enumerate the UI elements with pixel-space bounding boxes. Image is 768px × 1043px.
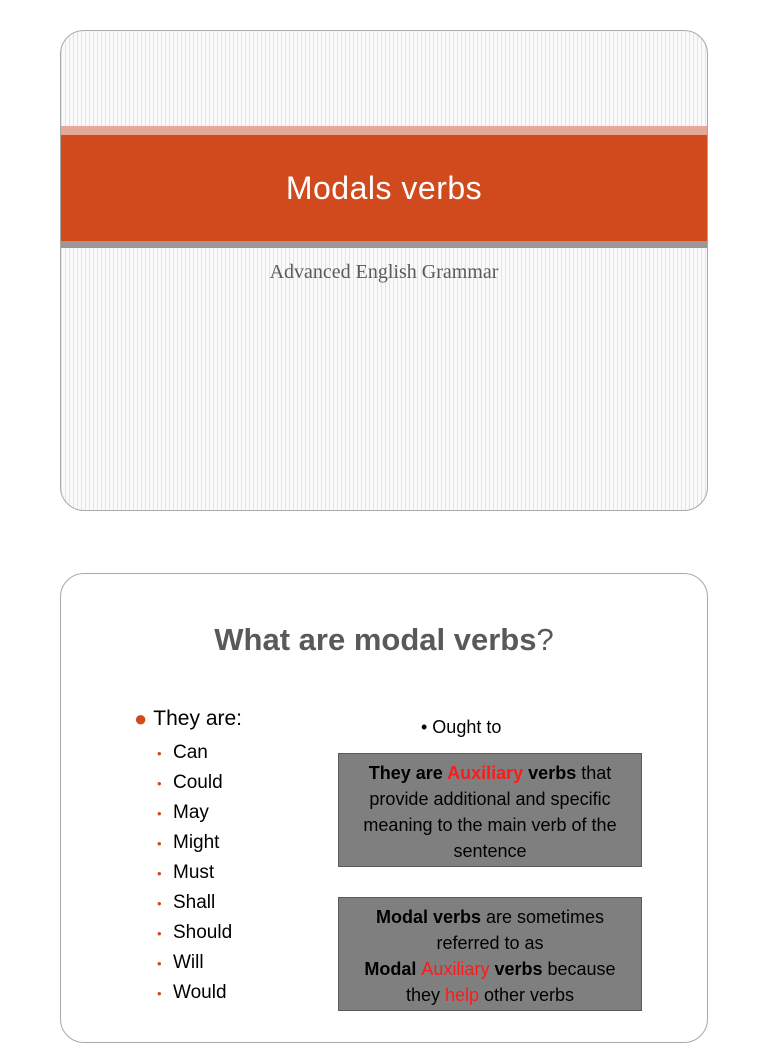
- slide-title: Modals verbs: [285, 169, 483, 206]
- modal-label: May: [173, 802, 209, 823]
- sub-bullet-icon: •: [157, 895, 162, 911]
- modal-label: Can: [173, 742, 208, 763]
- modal-label: Must: [173, 862, 215, 883]
- modal-list-item: [157, 888, 232, 918]
- ought-to-item: • Ought to: [421, 717, 502, 737]
- box1-auxiliary: Auxiliary: [447, 763, 524, 783]
- modal-list-item: [157, 798, 232, 828]
- modal-list: [157, 738, 232, 1008]
- heading-bold: What are modal verbs: [214, 622, 537, 657]
- modal-label: Would: [173, 982, 227, 1003]
- sub-bullet-icon: •: [157, 925, 162, 941]
- box2-verbs: verbs: [489, 959, 543, 979]
- main-bullet-label: They are:: [153, 707, 243, 730]
- modal-list-item: [157, 978, 232, 1008]
- sub-bullet-icon: •: [157, 805, 162, 821]
- modal-list-item: [157, 918, 232, 948]
- content-slide: [60, 573, 708, 1043]
- box2-text-2: are sometimes referred to as: [436, 907, 605, 953]
- title-slide: [60, 30, 708, 511]
- box1-text-rest: that provide additional and specific meaning to the main verb of the sentence: [363, 763, 617, 861]
- box1-text-1: They are: [368, 763, 448, 783]
- box2-text-8: other verbs: [479, 985, 575, 1005]
- modal-list-item: [157, 948, 232, 978]
- slide-heading: [61, 622, 707, 658]
- definition-box: [338, 753, 642, 867]
- sub-bullet-icon: •: [157, 775, 162, 791]
- box2-text-6: because they: [405, 959, 616, 1005]
- note-box: [338, 897, 642, 1011]
- title-band-top: [61, 126, 707, 135]
- sub-bullet-icon: •: [157, 955, 162, 971]
- slide-subtitle: Advanced English Grammar: [269, 261, 499, 283]
- modal-label: Should: [173, 922, 233, 943]
- modal-label: Might: [173, 832, 220, 853]
- box1-text-verbs: verbs: [523, 763, 577, 783]
- box2-help: help: [444, 985, 479, 1005]
- modal-label: Could: [173, 772, 223, 793]
- sub-bullet-icon: •: [157, 835, 162, 851]
- modal-list-item: [157, 738, 232, 768]
- heading-question-mark: ?: [536, 622, 554, 657]
- sub-bullet-icon: •: [157, 985, 162, 1001]
- modal-list-item: [157, 858, 232, 888]
- box2-modal-verbs: Modal verbs: [375, 907, 481, 927]
- title-band-bottom: [61, 241, 707, 248]
- bullet-icon: ●: [134, 706, 148, 731]
- modal-label: Will: [173, 952, 204, 973]
- box2-modal: Modal: [364, 959, 422, 979]
- modal-list-item: [157, 828, 232, 858]
- modal-label: Shall: [173, 892, 216, 913]
- modal-list-item: [157, 768, 232, 798]
- sub-bullet-icon: •: [157, 865, 162, 881]
- sub-bullet-icon: •: [157, 745, 162, 761]
- main-bullet: [134, 706, 242, 732]
- box2-auxiliary: Auxiliary: [421, 959, 490, 979]
